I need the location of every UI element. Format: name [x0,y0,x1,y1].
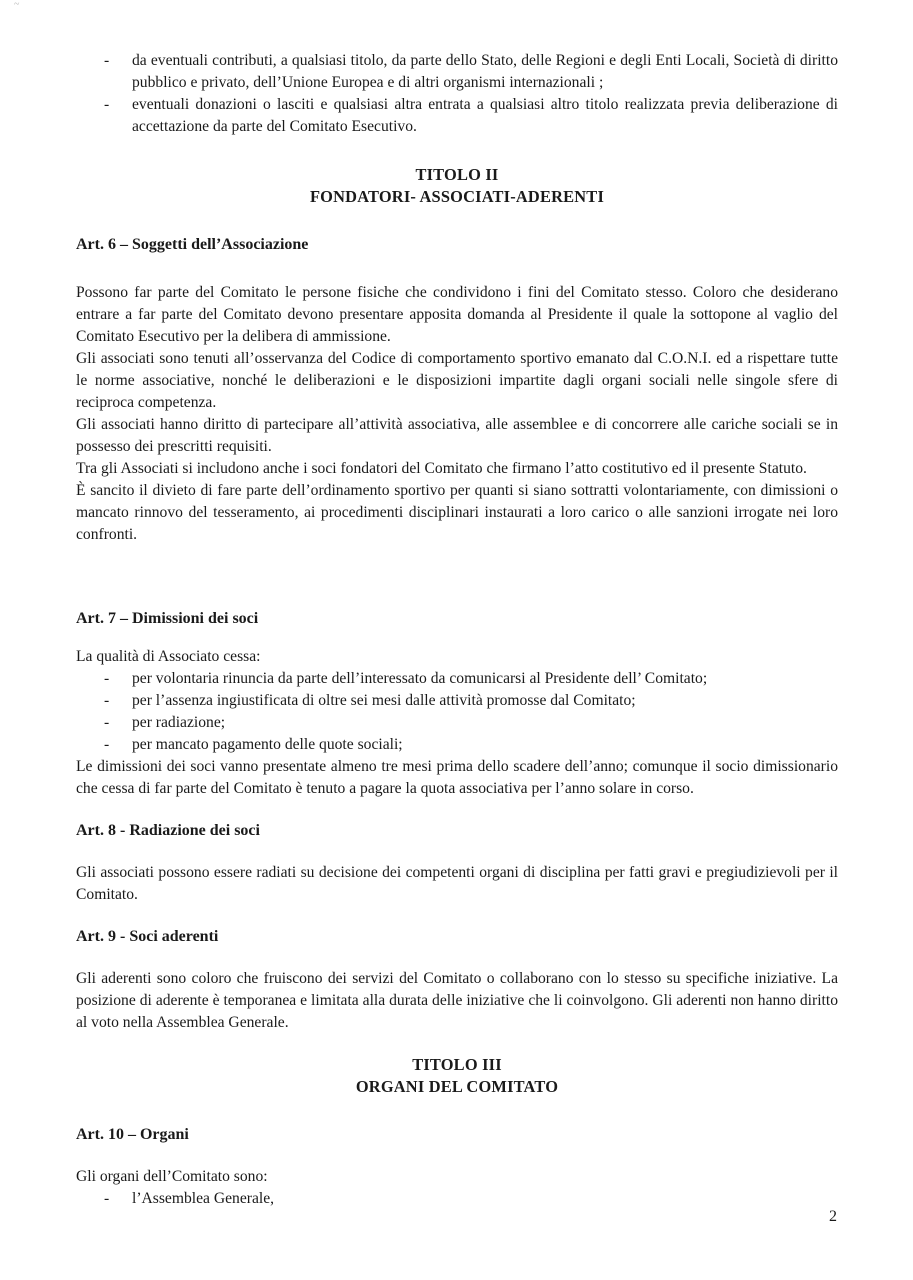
titolo-iii-heading [76,1054,838,1098]
art10-bullet-list [76,1188,838,1210]
art10-heading: Art. 10 – Organi [76,1126,189,1143]
art9-heading: Art. 9 - Soci aderenti [76,928,219,945]
art10-body [76,1166,838,1210]
art6-paragraph: Gli associati hanno diritto di partecipare all’attività associativa, alle assemblee e di concorrere alle cariche sociali se in possesso dei prescritti requisiti. [76,416,838,455]
titolo-iii-number: TITOLO III [412,1055,502,1074]
art9-text: Gli aderenti sono coloro che fruiscono dei servizi del Comitato o collaborano con lo stesso su specifiche iniziative. La posizione di aderente è temporanea e limitata alla durata delle iniziative che li coinvolgono. Gli aderenti non hanno diritto al voto nella Assemblea Generale. [76,970,838,1031]
art6-body [76,282,838,546]
list-item: - eventuali donazioni o lasciti e qualsiasi altra entrata a qualsiasi altro titolo realizzata previa deliberazione di accettazione da parte del Comitato Esecutivo. [76,94,838,138]
titolo-ii-subtitle: FONDATORI- ASSOCIATI-ADERENTI [309,187,605,206]
art6-paragraph: È sancito il divieto di fare parte dell’ordinamento sportivo per quanti si siano sottratti volontariamente, con dimissioni o mancato rinnovo del tesseramento, ai procedimenti disciplinari instaurati a loro carico o alle sanzioni irrogate nei loro confronti. [76,482,838,543]
art7-closing: Le dimissioni dei soci vanno presentate almeno tre mesi prima dello scadere dell’anno; comunque il socio dimissionario che cessa di far parte del Comitato è tenuto a pagare la quota associativa per l’anno solare in corso. [76,758,838,797]
art8-heading: Art. 8 - Radiazione dei soci [76,822,260,839]
document-page [76,50,838,1210]
titolo-iii-subtitle: ORGANI DEL COMITATO [355,1077,559,1096]
art7-bullet-list [76,668,838,756]
art7-body [76,646,838,800]
art10-intro: Gli organi dell’Comitato sono: [76,1168,268,1185]
list-item: - l’Assemblea Generale, [76,1188,838,1210]
art6-paragraph: Possono far parte del Comitato le persone fisiche che condividono i fini del Comitato stesso. Coloro che desiderano entrare a far parte del Comitato devono presentare apposita domanda al Presidente il quale la sottopone al vaglio del Comitato Esecutivo per la delibera di ammissione. [76,284,838,345]
list-item: - per l’assenza ingiustificata di oltre sei mesi dalle attività promosse dal Comitato; [76,690,838,712]
page-number: 2 [829,1208,837,1225]
art6-paragraph: Gli associati sono tenuti all’osservanza del Codice di comportamento sportivo emanato dal C.O.N.I. ed a rispettare tutte le norme associative, nonché le deliberazioni e le disposizioni impartite dagli organi sociali nelle singole sfere di reciproca competenza. [76,350,838,411]
art7-intro: La qualità di Associato cessa: [76,648,261,665]
list-item: - per mancato pagamento delle quote sociali; [76,734,838,756]
scan-artifact: ~ [14,0,20,10]
list-item: - per radiazione; [76,712,838,734]
list-item: - per volontaria rinuncia da parte dell’interessato da comunicarsi al Presidente dell’ Comitato; [76,668,838,690]
titolo-ii-number: TITOLO II [415,165,499,184]
art6-paragraph: Tra gli Associati si includono anche i soci fondatori del Comitato che firmano l’atto costitutivo ed il presente Statuto. [76,460,807,477]
list-item: - da eventuali contributi, a qualsiasi titolo, da parte dello Stato, delle Regioni e degli Enti Locali, Società di diritto pubblico e privato, dell’Unione Europea e di altri organismi internazionali ; [76,50,838,94]
titolo-ii-heading [76,164,838,208]
intro-bullet-list [76,50,838,138]
art7-heading: Art. 7 – Dimissioni dei soci [76,610,259,627]
art6-heading: Art. 6 – Soggetti dell’Associazione [76,236,309,253]
art8-text: Gli associati possono essere radiati su decisione dei competenti organi di disciplina per fatti gravi e pregiudizievoli per il Comitato. [76,864,838,903]
